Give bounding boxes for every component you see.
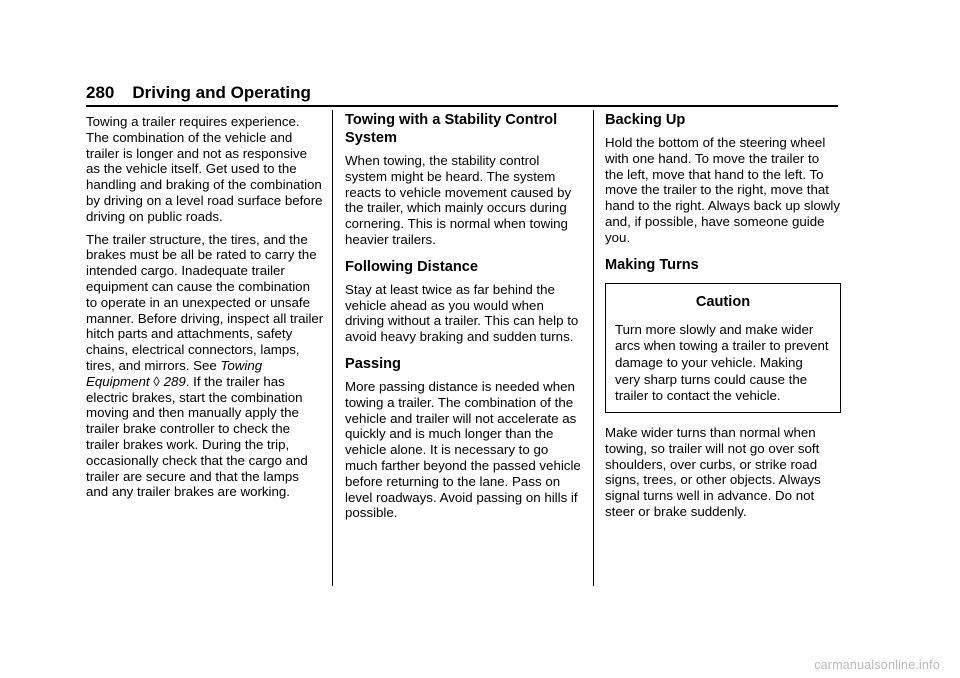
heading-stability-control: Towing with a Stability Control System (345, 112, 558, 146)
caution-title: Caution (695, 293, 751, 310)
caution-text: Turn more slowly and make wider arcs when towing a trailer to prevent damage to your vehicle. Making very sharp turns could cause the trailer to contact the vehicle. (615, 321, 829, 404)
column-2 (345, 110, 581, 528)
towing-equipment-link[interactable]: Towing Equipment (86, 357, 263, 389)
page-reference-icon: ◊ (153, 373, 160, 389)
watermark: carmanualsonline.info (814, 658, 940, 672)
heading-passing: Passing (345, 355, 401, 372)
column-divider-1 (332, 110, 333, 586)
column-3 (605, 110, 841, 527)
page-header (86, 82, 311, 104)
page-number: 280 (86, 83, 115, 102)
header-rule (86, 105, 838, 107)
page-reference-number[interactable]: 289 (163, 373, 186, 389)
section-title: Driving and Operating (132, 83, 311, 102)
stability-control-paragraph: When towing, the stability control system might be heard. The system reacts to vehicle movement caused by the trailer, which mainly occurs during cornering. This is normal when towing heavier trailers. (345, 153, 572, 247)
making-turns-paragraph: Make wider turns than normal when towing, so trailer will not go over soft shoulders, over curbs, or strike road signs, trees, or other objects. Always signal turns well in advance. Do not steer or brake suddenly. (605, 425, 821, 520)
heading-making-turns: Making Turns (605, 256, 699, 273)
column-divider-2 (593, 110, 594, 586)
caution-box (605, 283, 841, 414)
trailer-structure-paragraph: The trailer structure, the tires, and the brakes must be all be rated to carry the intended cargo. Inadequate trailer equipment can cause the combination to operate in an unexpected or unsafe manner. Before driving, inspect all trailer hitch parts and attachments, safety chains, electrical connectors, lamps, tires, and mirrors. See Towing Equipment ◊ 289. If the trailer has electric brakes, start the combination moving and then manually apply the trailer brake controller to check the trailer brakes work. During the trip, occasionally check that the cargo and trailer are secure and that the lamps and any trailer brakes are working. (86, 231, 324, 500)
following-distance-paragraph: Stay at least twice as far behind the vehicle ahead as you would when driving without a trailer. This can help to avoid heavy braking and sudden turns. (345, 281, 579, 345)
heading-following-distance: Following Distance (345, 258, 478, 275)
towing-intro-paragraph: Towing a trailer requires experience. The combination of the vehicle and trailer is longer and not as responsive as the vehicle itself. Get used to the handling and braking of the combination by driving on a level road surface before driving on public roads. (86, 114, 323, 224)
backing-up-paragraph: Hold the bottom of the steering wheel with one hand. To move the trailer to the left, move that hand to the left. To move the trailer to the right, move that hand to the right. Always back up slowly and, if possible, have someone guide you. (605, 135, 841, 245)
heading-backing-up: Backing Up (605, 112, 686, 128)
passing-paragraph: More passing distance is needed when towing a trailer. The combination of the vehicle and trailer will not accelerate as quickly and is much longer than the vehicle alone. It is necessary to go much farther beyond the passed vehicle before returning to the lane. Pass on level roadways. Avoid passing on hills if possible. (345, 378, 581, 521)
column-1 (86, 110, 324, 507)
